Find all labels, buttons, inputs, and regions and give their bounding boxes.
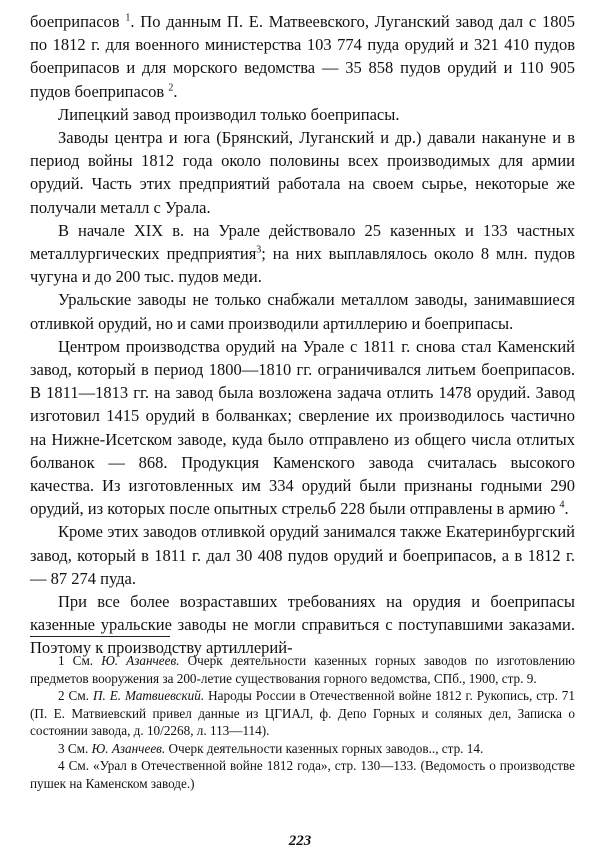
text-run: . По данным П. Е. Матвеевского, Луганский завод дал с 1805 по 1812 г. для военного министерства 103 774 пуда орудий и 321 410 пудов боеприпасов и для морского ведомства — 35 858 пудов орудий и 110 905 пудов боеприпасов <box>30 12 575 101</box>
footnote-label: 2 См. <box>58 688 89 703</box>
footnote-1 <box>30 652 575 687</box>
footnote-4: 4 См. «Урал в Отечественной войне 1812 года», стр. 130—133. (Ведомость о производстве пушек на Каменском заводе.) <box>30 758 575 791</box>
footnote-ref-2[interactable]: 2 <box>168 82 174 94</box>
footnote-2 <box>30 687 575 740</box>
footnote-ref-3[interactable]: 3 <box>256 244 262 256</box>
footnote-text: Очерк деятельности казенных горных заводов по изготовлению предметов вооружения за 200-летие существования горного ведомства, СПб., 1900, стр. 9. <box>30 653 576 686</box>
paragraph-4 <box>30 219 575 289</box>
paragraph-5: Уральские заводы не только снабжали металлом заводы, занимавшиеся отливкой орудий, но и сами производили артиллерию и боеприпасы. <box>30 290 575 333</box>
text-run: . <box>564 499 569 519</box>
footnote-author: Ю. Азанчеев. <box>91 740 166 756</box>
footnote-label: 1 См. <box>58 653 94 668</box>
text-run: Центром производства орудий на Урале с 1811 г. снова стал Каменский завод, который в период 1800—1810 гг. ограничивался литьем боеприпасов. В 1811—1813 гг. на завод была возложена задача отлить 1478 орудий. Завод изготовил 1415 орудий в болванках; сверление их производилось частично на Нижне-Исетском заводе, куда было отправлено из общего числа отлитых болванок — 868. Продукция Каменского завода считалась высокого качества. Из изготовленных им 334 орудий были признаны годными 290 орудий, из которых после опытных стрельб 228 были отправлены в армию <box>30 336 575 519</box>
footnote-3 <box>30 740 575 758</box>
footnote-ref-4[interactable]: 4 <box>559 499 565 511</box>
footnote-ref-1[interactable]: 1 <box>125 12 131 24</box>
paragraph-6 <box>30 335 575 521</box>
text-run: ; на них выплавлялось около 8 млн. пудов чугуна и до 200 тыс. пудов меди. <box>30 244 576 287</box>
text-run: боеприпасов <box>30 12 120 31</box>
footnote-label: 3 См. <box>58 740 89 756</box>
page-number: 223 <box>288 833 312 849</box>
paragraph-2: Липецкий завод производил только боеприпасы. <box>58 104 400 124</box>
paragraph-3: Заводы центра и юга (Брянский, Луганский и др.) давали накануне и в период войны 1812 года около половины всех производимых для армии орудий. Часть этих предприятий работала на своем сырье, некоторые же получали металл с Урала. <box>30 128 575 217</box>
footnote-text: Очерк деятельности казенных горных заводов.., стр. 14. <box>168 740 484 756</box>
text-run: В начале XIX в. на Урале действовало 25 казенных и 133 частных металлургических предприятия <box>30 220 575 264</box>
paragraph-7: Кроме этих заводов отливкой орудий занимался также Екатеринбургский завод, который в 1811 г. дал 30 408 пудов орудий и боеприпасов, а в 1812 г. — 87 274 пуда. <box>30 522 575 588</box>
footnote-author: П. Е. Матвиевский. <box>92 688 205 703</box>
text-run: . <box>173 81 178 101</box>
paragraph-8: При все более возраставших требованиях на орудия и боеприпасы казенные уральские заводы не могли справиться с поступавшими заказами. Поэтому к производству артиллерий- <box>30 592 575 658</box>
footnote-divider <box>30 636 170 637</box>
footnote-text: Народы России в Отечественной войне 1812 г. Рукопись, стр. 71 (П. Е. Матвиевский привел данные из ЦГИАЛ, ф. Депо Горных и соляных дел, Записка о состоянии завода, д. 10/2268, л. 113—114). <box>30 688 575 738</box>
main-text <box>30 10 575 660</box>
footnote-author: Ю. Азанчеев. <box>101 653 180 668</box>
paragraph-1 <box>30 10 575 103</box>
footnotes <box>30 652 575 792</box>
